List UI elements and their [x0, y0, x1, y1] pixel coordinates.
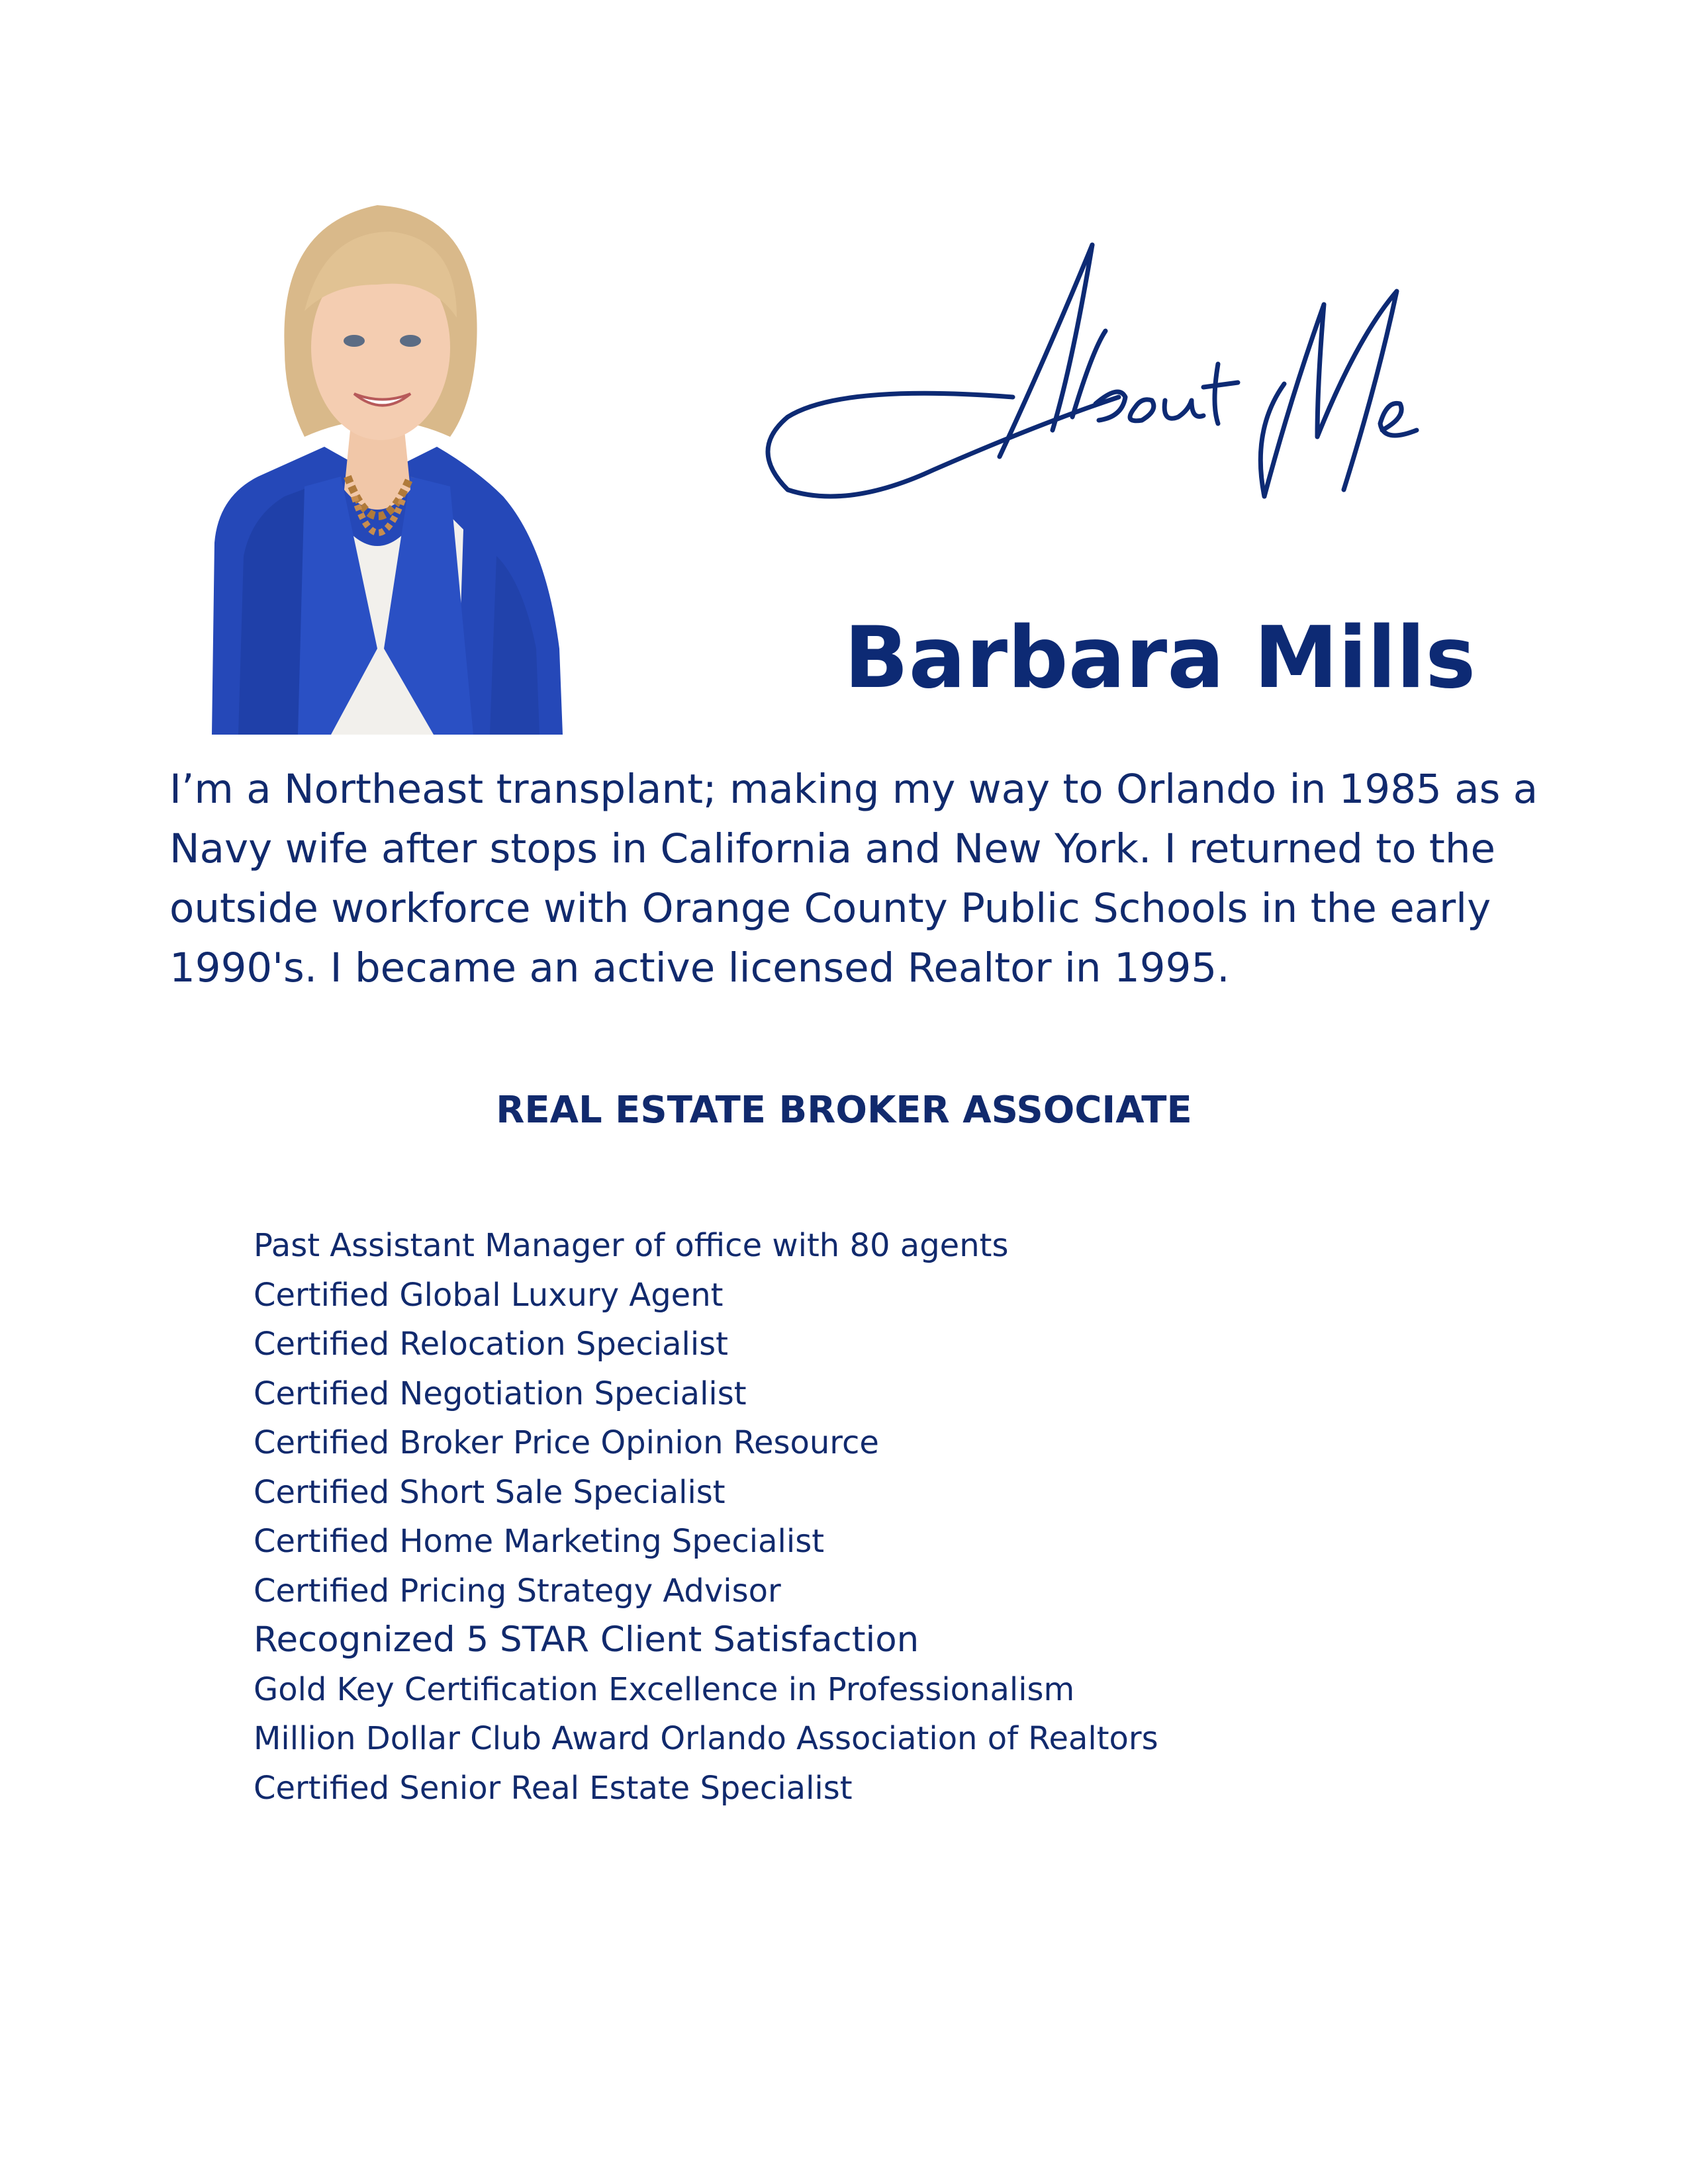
bio-paragraph: I’m a Northeast transplant; making my way to Orlando in 1985 as a Navy wife after stops in California and New York. I returned to the outside workforce with Orange County Public Schools in the early 1990's. I became an active licensed Realtor in 1995. [169, 766, 1538, 991]
credential-item: Million Dollar Club Award Orlando Association of Realtors [254, 1720, 1158, 1757]
credential-item: Certified Global Luxury Agent [254, 1276, 724, 1314]
agent-name: Barbara Mills [844, 609, 1476, 707]
role-title: REAL ESTATE BROKER ASSOCIATE [496, 1089, 1192, 1132]
portrait-photo [212, 185, 563, 735]
credential-item: Certified Negotiation Specialist [254, 1375, 747, 1412]
credential-item: Certified Home Marketing Specialist [254, 1523, 825, 1560]
credentials-list [254, 1221, 1511, 1813]
credential-item: Certified Relocation Specialist [254, 1326, 728, 1363]
credential-item: Certified Broker Price Opinion Resource [254, 1424, 879, 1461]
credential-item: Certified Pricing Strategy Advisor [254, 1572, 781, 1610]
credential-item: Past Assistant Manager of office with 80 agents [254, 1227, 1009, 1264]
credential-item: Certified Short Sale Specialist [254, 1473, 726, 1511]
credential-item: Gold Key Certification Excellence in Professionalism [254, 1670, 1075, 1708]
credential-item: Certified Senior Real Estate Specialist [254, 1769, 853, 1807]
about-me-script-title [761, 232, 1476, 510]
credential-item: Recognized 5 STAR Client Satisfaction [254, 1619, 919, 1660]
